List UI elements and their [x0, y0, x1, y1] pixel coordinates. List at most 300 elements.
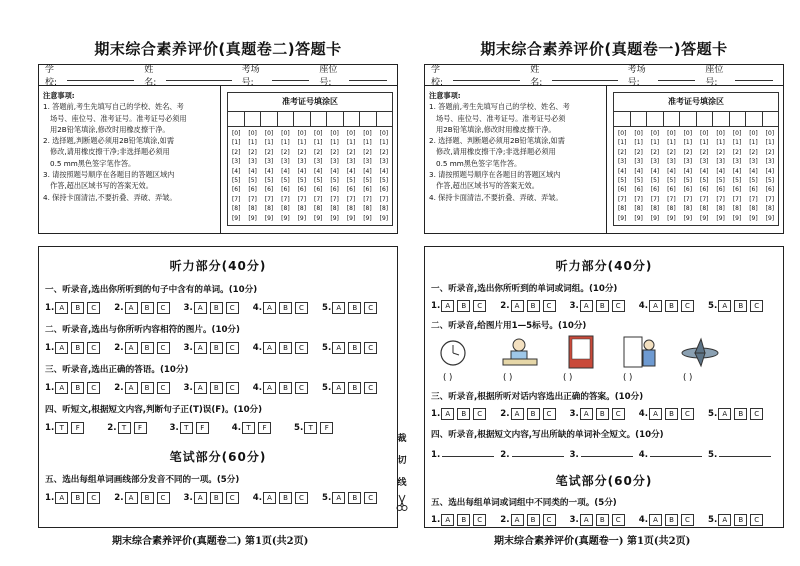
digit-bubble[interactable]: [8]: [667, 205, 676, 213]
digit-bubble[interactable]: [9]: [765, 214, 775, 222]
option-bubble[interactable]: B: [348, 302, 361, 314]
digit-bubble[interactable]: [1]: [716, 139, 725, 147]
option-bubble[interactable]: B: [210, 492, 223, 504]
digit-bubble[interactable]: [0]: [346, 130, 356, 137]
digit-bubble[interactable]: [5]: [281, 177, 290, 185]
digit-bubble[interactable]: [9]: [297, 214, 307, 222]
digit-bubble[interactable]: [8]: [749, 205, 758, 213]
digit-bubble[interactable]: [8]: [346, 205, 356, 213]
digit-bubble[interactable]: [2]: [379, 148, 389, 156]
digit-bubble[interactable]: [4]: [248, 167, 257, 175]
digit-bubble[interactable]: [4]: [264, 167, 274, 175]
digit-bubble[interactable]: [8]: [330, 205, 339, 213]
option-bubble[interactable]: C: [226, 302, 239, 314]
digit-bubble[interactable]: [1]: [248, 139, 257, 147]
digit-bubble[interactable]: [5]: [617, 177, 627, 185]
digit-bubble[interactable]: [8]: [313, 205, 323, 213]
digit-bubble[interactable]: [3]: [379, 158, 389, 166]
option-bubble[interactable]: T: [118, 422, 131, 434]
room-field[interactable]: [658, 70, 696, 81]
option-bubble[interactable]: B: [210, 342, 223, 354]
digit-bubble[interactable]: [1]: [634, 139, 643, 147]
digit-bubble[interactable]: [0]: [248, 130, 257, 137]
answer-row-1[interactable]: [39, 302, 397, 314]
option-bubble[interactable]: B: [527, 408, 540, 420]
digit-bubble[interactable]: [5]: [765, 177, 775, 185]
option-bubble[interactable]: C: [87, 492, 100, 504]
option-bubble[interactable]: A: [441, 300, 454, 312]
digit-bubble[interactable]: [7]: [379, 195, 389, 203]
digit-bubble[interactable]: [3]: [264, 158, 274, 166]
option-bubble[interactable]: B: [596, 514, 609, 526]
option-bubble[interactable]: B: [279, 302, 292, 314]
digit-bubble[interactable]: [0]: [297, 130, 307, 137]
school-field[interactable]: [453, 70, 521, 81]
digit-bubble[interactable]: [0]: [650, 130, 660, 137]
digit-bubble[interactable]: [7]: [749, 195, 758, 203]
digit-bubble[interactable]: [8]: [650, 205, 660, 213]
option-bubble[interactable]: F: [320, 422, 333, 434]
digit-bubble[interactable]: [6]: [313, 186, 323, 194]
digit-bubble[interactable]: [1]: [231, 139, 241, 147]
digit-bubble[interactable]: [1]: [363, 139, 372, 147]
digit-bubble[interactable]: [2]: [248, 148, 257, 156]
option-bubble[interactable]: C: [226, 342, 239, 354]
option-bubble[interactable]: F: [71, 422, 84, 434]
option-bubble[interactable]: A: [263, 302, 276, 314]
digit-bubble[interactable]: [0]: [634, 130, 643, 137]
digit-bubble[interactable]: [9]: [732, 214, 742, 222]
option-bubble[interactable]: C: [157, 342, 170, 354]
digit-grid[interactable]: [228, 127, 392, 223]
option-bubble[interactable]: T: [242, 422, 255, 434]
digit-bubble[interactable]: [5]: [683, 177, 693, 185]
digit-bubble[interactable]: [3]: [683, 158, 693, 166]
digit-bubble[interactable]: [5]: [650, 177, 660, 185]
digit-bubble[interactable]: [3]: [248, 158, 257, 166]
digit-bubble[interactable]: [6]: [346, 186, 356, 194]
option-bubble[interactable]: B: [527, 514, 540, 526]
digit-bubble[interactable]: [6]: [379, 186, 389, 194]
digit-bubble[interactable]: [2]: [732, 148, 742, 156]
digit-bubble[interactable]: [3]: [732, 158, 742, 166]
digit-bubble[interactable]: [7]: [264, 195, 274, 203]
digit-bubble[interactable]: [5]: [346, 177, 356, 185]
digit-bubble[interactable]: [5]: [634, 177, 643, 185]
digit-bubble[interactable]: [3]: [716, 158, 725, 166]
digit-bubble[interactable]: [0]: [732, 130, 742, 137]
option-bubble[interactable]: B: [71, 342, 84, 354]
option-bubble[interactable]: C: [473, 300, 486, 312]
option-bubble[interactable]: B: [596, 300, 609, 312]
digit-bubble[interactable]: [4]: [749, 167, 758, 175]
option-bubble[interactable]: B: [665, 408, 678, 420]
digit-bubble[interactable]: [2]: [716, 148, 725, 156]
option-bubble[interactable]: C: [364, 342, 377, 354]
digit-bubble[interactable]: [0]: [699, 130, 709, 137]
digit-bubble[interactable]: [2]: [617, 148, 627, 156]
digit-bubble[interactable]: [0]: [765, 130, 775, 137]
option-bubble[interactable]: B: [348, 342, 361, 354]
digit-bubble[interactable]: [9]: [617, 214, 627, 222]
digit-bubble[interactable]: [0]: [330, 130, 339, 137]
digit-bubble[interactable]: [0]: [667, 130, 676, 137]
option-bubble[interactable]: C: [364, 302, 377, 314]
digit-bubble[interactable]: [2]: [281, 148, 290, 156]
digit-bubble[interactable]: [5]: [732, 177, 742, 185]
option-bubble[interactable]: C: [364, 382, 377, 394]
option-bubble[interactable]: B: [279, 492, 292, 504]
option-bubble[interactable]: B: [279, 382, 292, 394]
digit-bubble[interactable]: [0]: [281, 130, 290, 137]
digit-bubble[interactable]: [8]: [281, 205, 290, 213]
digit-bubble[interactable]: [4]: [297, 167, 307, 175]
option-bubble[interactable]: B: [348, 382, 361, 394]
option-bubble[interactable]: C: [87, 302, 100, 314]
room-field[interactable]: [272, 70, 310, 81]
digit-bubble[interactable]: [8]: [765, 205, 775, 213]
digit-bubble[interactable]: [5]: [264, 177, 274, 185]
digit-bubble[interactable]: [6]: [732, 186, 742, 194]
digit-bubble[interactable]: [6]: [634, 186, 643, 194]
digit-bubble[interactable]: [8]: [617, 205, 627, 213]
digit-bubble[interactable]: [8]: [379, 205, 389, 213]
digit-bubble[interactable]: [9]: [346, 214, 356, 222]
digit-bubble[interactable]: [2]: [667, 148, 676, 156]
option-bubble[interactable]: A: [332, 342, 345, 354]
option-bubble[interactable]: A: [580, 300, 593, 312]
digit-bubble[interactable]: [5]: [231, 177, 241, 185]
digit-bubble[interactable]: [6]: [683, 186, 693, 194]
option-bubble[interactable]: C: [681, 514, 694, 526]
digit-bubble[interactable]: [1]: [683, 139, 693, 147]
digit-bubble[interactable]: [8]: [683, 205, 693, 213]
digit-bubble[interactable]: [9]: [379, 214, 389, 222]
digit-bubble[interactable]: [9]: [313, 214, 323, 222]
digit-bubble[interactable]: [2]: [765, 148, 775, 156]
digit-bubble[interactable]: [9]: [264, 214, 274, 222]
digit-bubble[interactable]: [4]: [281, 167, 290, 175]
option-bubble[interactable]: B: [665, 514, 678, 526]
digit-bubble[interactable]: [8]: [264, 205, 274, 213]
digit-bubble[interactable]: [6]: [281, 186, 290, 194]
fill-blank[interactable]: [442, 447, 494, 457]
seat-field[interactable]: [349, 70, 387, 81]
digit-bubble[interactable]: [1]: [732, 139, 742, 147]
digit-bubble[interactable]: [0]: [617, 130, 627, 137]
option-bubble[interactable]: C: [681, 300, 694, 312]
digit-bubble[interactable]: [2]: [346, 148, 356, 156]
school-field[interactable]: [67, 70, 135, 81]
option-bubble[interactable]: C: [750, 300, 763, 312]
digit-bubble[interactable]: [5]: [716, 177, 725, 185]
option-bubble[interactable]: T: [55, 422, 68, 434]
digit-bubble[interactable]: [7]: [667, 195, 676, 203]
digit-bubble[interactable]: [4]: [732, 167, 742, 175]
fill-blank[interactable]: [719, 447, 771, 457]
digit-bubble[interactable]: [6]: [297, 186, 307, 194]
option-bubble[interactable]: C: [87, 382, 100, 394]
digit-bubble[interactable]: [1]: [699, 139, 709, 147]
option-bubble[interactable]: A: [263, 382, 276, 394]
option-bubble[interactable]: C: [543, 514, 556, 526]
option-bubble[interactable]: C: [226, 382, 239, 394]
option-bubble[interactable]: A: [511, 408, 524, 420]
option-bubble[interactable]: A: [441, 514, 454, 526]
answer-row-5[interactable]: [39, 492, 397, 504]
option-bubble[interactable]: C: [681, 408, 694, 420]
digit-bubble[interactable]: [6]: [231, 186, 241, 194]
digit-bubble[interactable]: [9]: [330, 214, 339, 222]
digit-bubble[interactable]: [3]: [281, 158, 290, 166]
digit-bubble[interactable]: [2]: [683, 148, 693, 156]
option-bubble[interactable]: B: [457, 514, 470, 526]
digit-bubble[interactable]: [3]: [634, 158, 643, 166]
option-bubble[interactable]: A: [718, 408, 731, 420]
digit-bubble[interactable]: [1]: [765, 139, 775, 147]
digit-bubble[interactable]: [9]: [231, 214, 241, 222]
answer-row-5[interactable]: [425, 514, 783, 526]
digit-bubble[interactable]: [9]: [650, 214, 660, 222]
digit-bubble[interactable]: [7]: [248, 195, 257, 203]
digit-bubble[interactable]: [4]: [634, 167, 643, 175]
option-bubble[interactable]: C: [157, 492, 170, 504]
digit-bubble[interactable]: [7]: [765, 195, 775, 203]
digit-bubble[interactable]: [8]: [634, 205, 643, 213]
digit-bubble[interactable]: [3]: [667, 158, 676, 166]
digit-bubble[interactable]: [5]: [379, 177, 389, 185]
fill-blank[interactable]: [581, 447, 633, 457]
option-bubble[interactable]: A: [580, 408, 593, 420]
digit-bubble[interactable]: [8]: [716, 205, 725, 213]
answer-row-3[interactable]: [39, 382, 397, 394]
digit-bubble[interactable]: [4]: [699, 167, 709, 175]
picture-answer-blank[interactable]: ( ): [563, 373, 573, 383]
digit-bubble[interactable]: [5]: [667, 177, 676, 185]
option-bubble[interactable]: A: [194, 382, 207, 394]
digit-grid[interactable]: [614, 127, 778, 223]
fill-blank[interactable]: [512, 447, 564, 457]
digit-bubble[interactable]: [7]: [297, 195, 307, 203]
digit-bubble[interactable]: [6]: [667, 186, 676, 194]
option-bubble[interactable]: F: [258, 422, 271, 434]
option-bubble[interactable]: A: [332, 382, 345, 394]
digit-bubble[interactable]: [4]: [667, 167, 676, 175]
name-field[interactable]: [166, 70, 232, 81]
name-field[interactable]: [552, 70, 618, 81]
option-bubble[interactable]: A: [332, 492, 345, 504]
option-bubble[interactable]: B: [348, 492, 361, 504]
option-bubble[interactable]: B: [141, 302, 154, 314]
digit-bubble[interactable]: [0]: [231, 130, 241, 137]
picture-answer-blank[interactable]: ( ): [623, 373, 633, 383]
option-bubble[interactable]: C: [612, 300, 625, 312]
option-bubble[interactable]: C: [295, 382, 308, 394]
picture-answer-blank[interactable]: ( ): [683, 373, 693, 383]
option-bubble[interactable]: A: [125, 382, 138, 394]
digit-bubble[interactable]: [5]: [297, 177, 307, 185]
option-bubble[interactable]: A: [55, 302, 68, 314]
digit-bubble[interactable]: [3]: [650, 158, 660, 166]
answer-row-2[interactable]: [39, 342, 397, 354]
exam-number-boxes[interactable]: [614, 112, 778, 127]
picture-answer-blank[interactable]: ( ): [443, 373, 453, 383]
option-bubble[interactable]: T: [180, 422, 193, 434]
digit-bubble[interactable]: [1]: [749, 139, 758, 147]
option-bubble[interactable]: B: [596, 408, 609, 420]
digit-bubble[interactable]: [1]: [264, 139, 274, 147]
option-bubble[interactable]: C: [364, 492, 377, 504]
option-bubble[interactable]: A: [125, 492, 138, 504]
option-bubble[interactable]: C: [543, 300, 556, 312]
option-bubble[interactable]: A: [55, 382, 68, 394]
digit-bubble[interactable]: [8]: [248, 205, 257, 213]
option-bubble[interactable]: A: [55, 342, 68, 354]
digit-bubble[interactable]: [9]: [749, 214, 758, 222]
option-bubble[interactable]: B: [279, 342, 292, 354]
digit-bubble[interactable]: [8]: [297, 205, 307, 213]
digit-bubble[interactable]: [4]: [330, 167, 339, 175]
digit-bubble[interactable]: [2]: [231, 148, 241, 156]
digit-bubble[interactable]: [4]: [716, 167, 725, 175]
option-bubble[interactable]: C: [612, 514, 625, 526]
option-bubble[interactable]: F: [196, 422, 209, 434]
option-bubble[interactable]: A: [649, 514, 662, 526]
digit-bubble[interactable]: [9]: [699, 214, 709, 222]
digit-bubble[interactable]: [0]: [749, 130, 758, 137]
option-bubble[interactable]: B: [210, 382, 223, 394]
digit-bubble[interactable]: [9]: [683, 214, 693, 222]
answer-row-4[interactable]: [39, 422, 397, 434]
digit-bubble[interactable]: [7]: [330, 195, 339, 203]
option-bubble[interactable]: C: [473, 514, 486, 526]
digit-bubble[interactable]: [7]: [363, 195, 372, 203]
option-bubble[interactable]: A: [580, 514, 593, 526]
digit-bubble[interactable]: [0]: [379, 130, 389, 137]
digit-bubble[interactable]: [0]: [363, 130, 372, 137]
option-bubble[interactable]: B: [457, 408, 470, 420]
digit-bubble[interactable]: [1]: [346, 139, 356, 147]
digit-bubble[interactable]: [0]: [264, 130, 274, 137]
digit-bubble[interactable]: [3]: [765, 158, 775, 166]
option-bubble[interactable]: F: [134, 422, 147, 434]
digit-bubble[interactable]: [5]: [330, 177, 339, 185]
digit-bubble[interactable]: [7]: [231, 195, 241, 203]
digit-bubble[interactable]: [6]: [716, 186, 725, 194]
digit-bubble[interactable]: [1]: [297, 139, 307, 147]
option-bubble[interactable]: B: [71, 492, 84, 504]
option-bubble[interactable]: B: [734, 408, 747, 420]
digit-bubble[interactable]: [7]: [732, 195, 742, 203]
digit-bubble[interactable]: [6]: [330, 186, 339, 194]
digit-bubble[interactable]: [4]: [765, 167, 775, 175]
option-bubble[interactable]: C: [157, 302, 170, 314]
digit-bubble[interactable]: [9]: [716, 214, 725, 222]
digit-bubble[interactable]: [6]: [765, 186, 775, 194]
option-bubble[interactable]: A: [511, 300, 524, 312]
digit-bubble[interactable]: [2]: [264, 148, 274, 156]
option-bubble[interactable]: B: [71, 302, 84, 314]
digit-bubble[interactable]: [2]: [313, 148, 323, 156]
option-bubble[interactable]: C: [295, 342, 308, 354]
option-bubble[interactable]: C: [226, 492, 239, 504]
option-bubble[interactable]: A: [263, 342, 276, 354]
option-bubble[interactable]: B: [141, 382, 154, 394]
digit-bubble[interactable]: [3]: [297, 158, 307, 166]
option-bubble[interactable]: A: [55, 492, 68, 504]
digit-bubble[interactable]: [7]: [346, 195, 356, 203]
digit-bubble[interactable]: [1]: [313, 139, 323, 147]
digit-bubble[interactable]: [4]: [231, 167, 241, 175]
option-bubble[interactable]: A: [194, 342, 207, 354]
fill-blank[interactable]: [650, 447, 702, 457]
digit-bubble[interactable]: [9]: [281, 214, 290, 222]
digit-bubble[interactable]: [7]: [281, 195, 290, 203]
digit-bubble[interactable]: [6]: [650, 186, 660, 194]
digit-bubble[interactable]: [7]: [617, 195, 627, 203]
option-bubble[interactable]: C: [543, 408, 556, 420]
option-bubble[interactable]: A: [718, 300, 731, 312]
digit-bubble[interactable]: [1]: [667, 139, 676, 147]
digit-bubble[interactable]: [2]: [297, 148, 307, 156]
digit-bubble[interactable]: [9]: [248, 214, 257, 222]
digit-bubble[interactable]: [6]: [264, 186, 274, 194]
digit-bubble[interactable]: [6]: [749, 186, 758, 194]
digit-bubble[interactable]: [2]: [363, 148, 372, 156]
option-bubble[interactable]: C: [295, 492, 308, 504]
digit-bubble[interactable]: [3]: [346, 158, 356, 166]
digit-bubble[interactable]: [3]: [330, 158, 339, 166]
option-bubble[interactable]: A: [125, 342, 138, 354]
digit-bubble[interactable]: [1]: [281, 139, 290, 147]
digit-bubble[interactable]: [4]: [313, 167, 323, 175]
option-bubble[interactable]: T: [304, 422, 317, 434]
option-bubble[interactable]: A: [649, 300, 662, 312]
digit-bubble[interactable]: [7]: [650, 195, 660, 203]
digit-bubble[interactable]: [2]: [330, 148, 339, 156]
digit-bubble[interactable]: [4]: [650, 167, 660, 175]
option-bubble[interactable]: A: [441, 408, 454, 420]
digit-bubble[interactable]: [1]: [379, 139, 389, 147]
option-bubble[interactable]: C: [750, 408, 763, 420]
option-bubble[interactable]: C: [750, 514, 763, 526]
digit-bubble[interactable]: [7]: [683, 195, 693, 203]
digit-bubble[interactable]: [0]: [716, 130, 725, 137]
option-bubble[interactable]: B: [527, 300, 540, 312]
digit-bubble[interactable]: [3]: [699, 158, 709, 166]
option-bubble[interactable]: C: [295, 302, 308, 314]
digit-bubble[interactable]: [0]: [313, 130, 323, 137]
digit-bubble[interactable]: [1]: [650, 139, 660, 147]
digit-bubble[interactable]: [6]: [248, 186, 257, 194]
digit-bubble[interactable]: [8]: [732, 205, 742, 213]
option-bubble[interactable]: B: [71, 382, 84, 394]
digit-bubble[interactable]: [7]: [313, 195, 323, 203]
digit-bubble[interactable]: [0]: [683, 130, 693, 137]
digit-bubble[interactable]: [3]: [313, 158, 323, 166]
digit-bubble[interactable]: [2]: [634, 148, 643, 156]
option-bubble[interactable]: B: [734, 300, 747, 312]
digit-bubble[interactable]: [9]: [363, 214, 372, 222]
answer-row-3[interactable]: [425, 408, 783, 420]
digit-bubble[interactable]: [2]: [749, 148, 758, 156]
digit-bubble[interactable]: [9]: [667, 214, 676, 222]
option-bubble[interactable]: B: [457, 300, 470, 312]
digit-bubble[interactable]: [8]: [231, 205, 241, 213]
digit-bubble[interactable]: [4]: [683, 167, 693, 175]
digit-bubble[interactable]: [3]: [231, 158, 241, 166]
option-bubble[interactable]: A: [718, 514, 731, 526]
